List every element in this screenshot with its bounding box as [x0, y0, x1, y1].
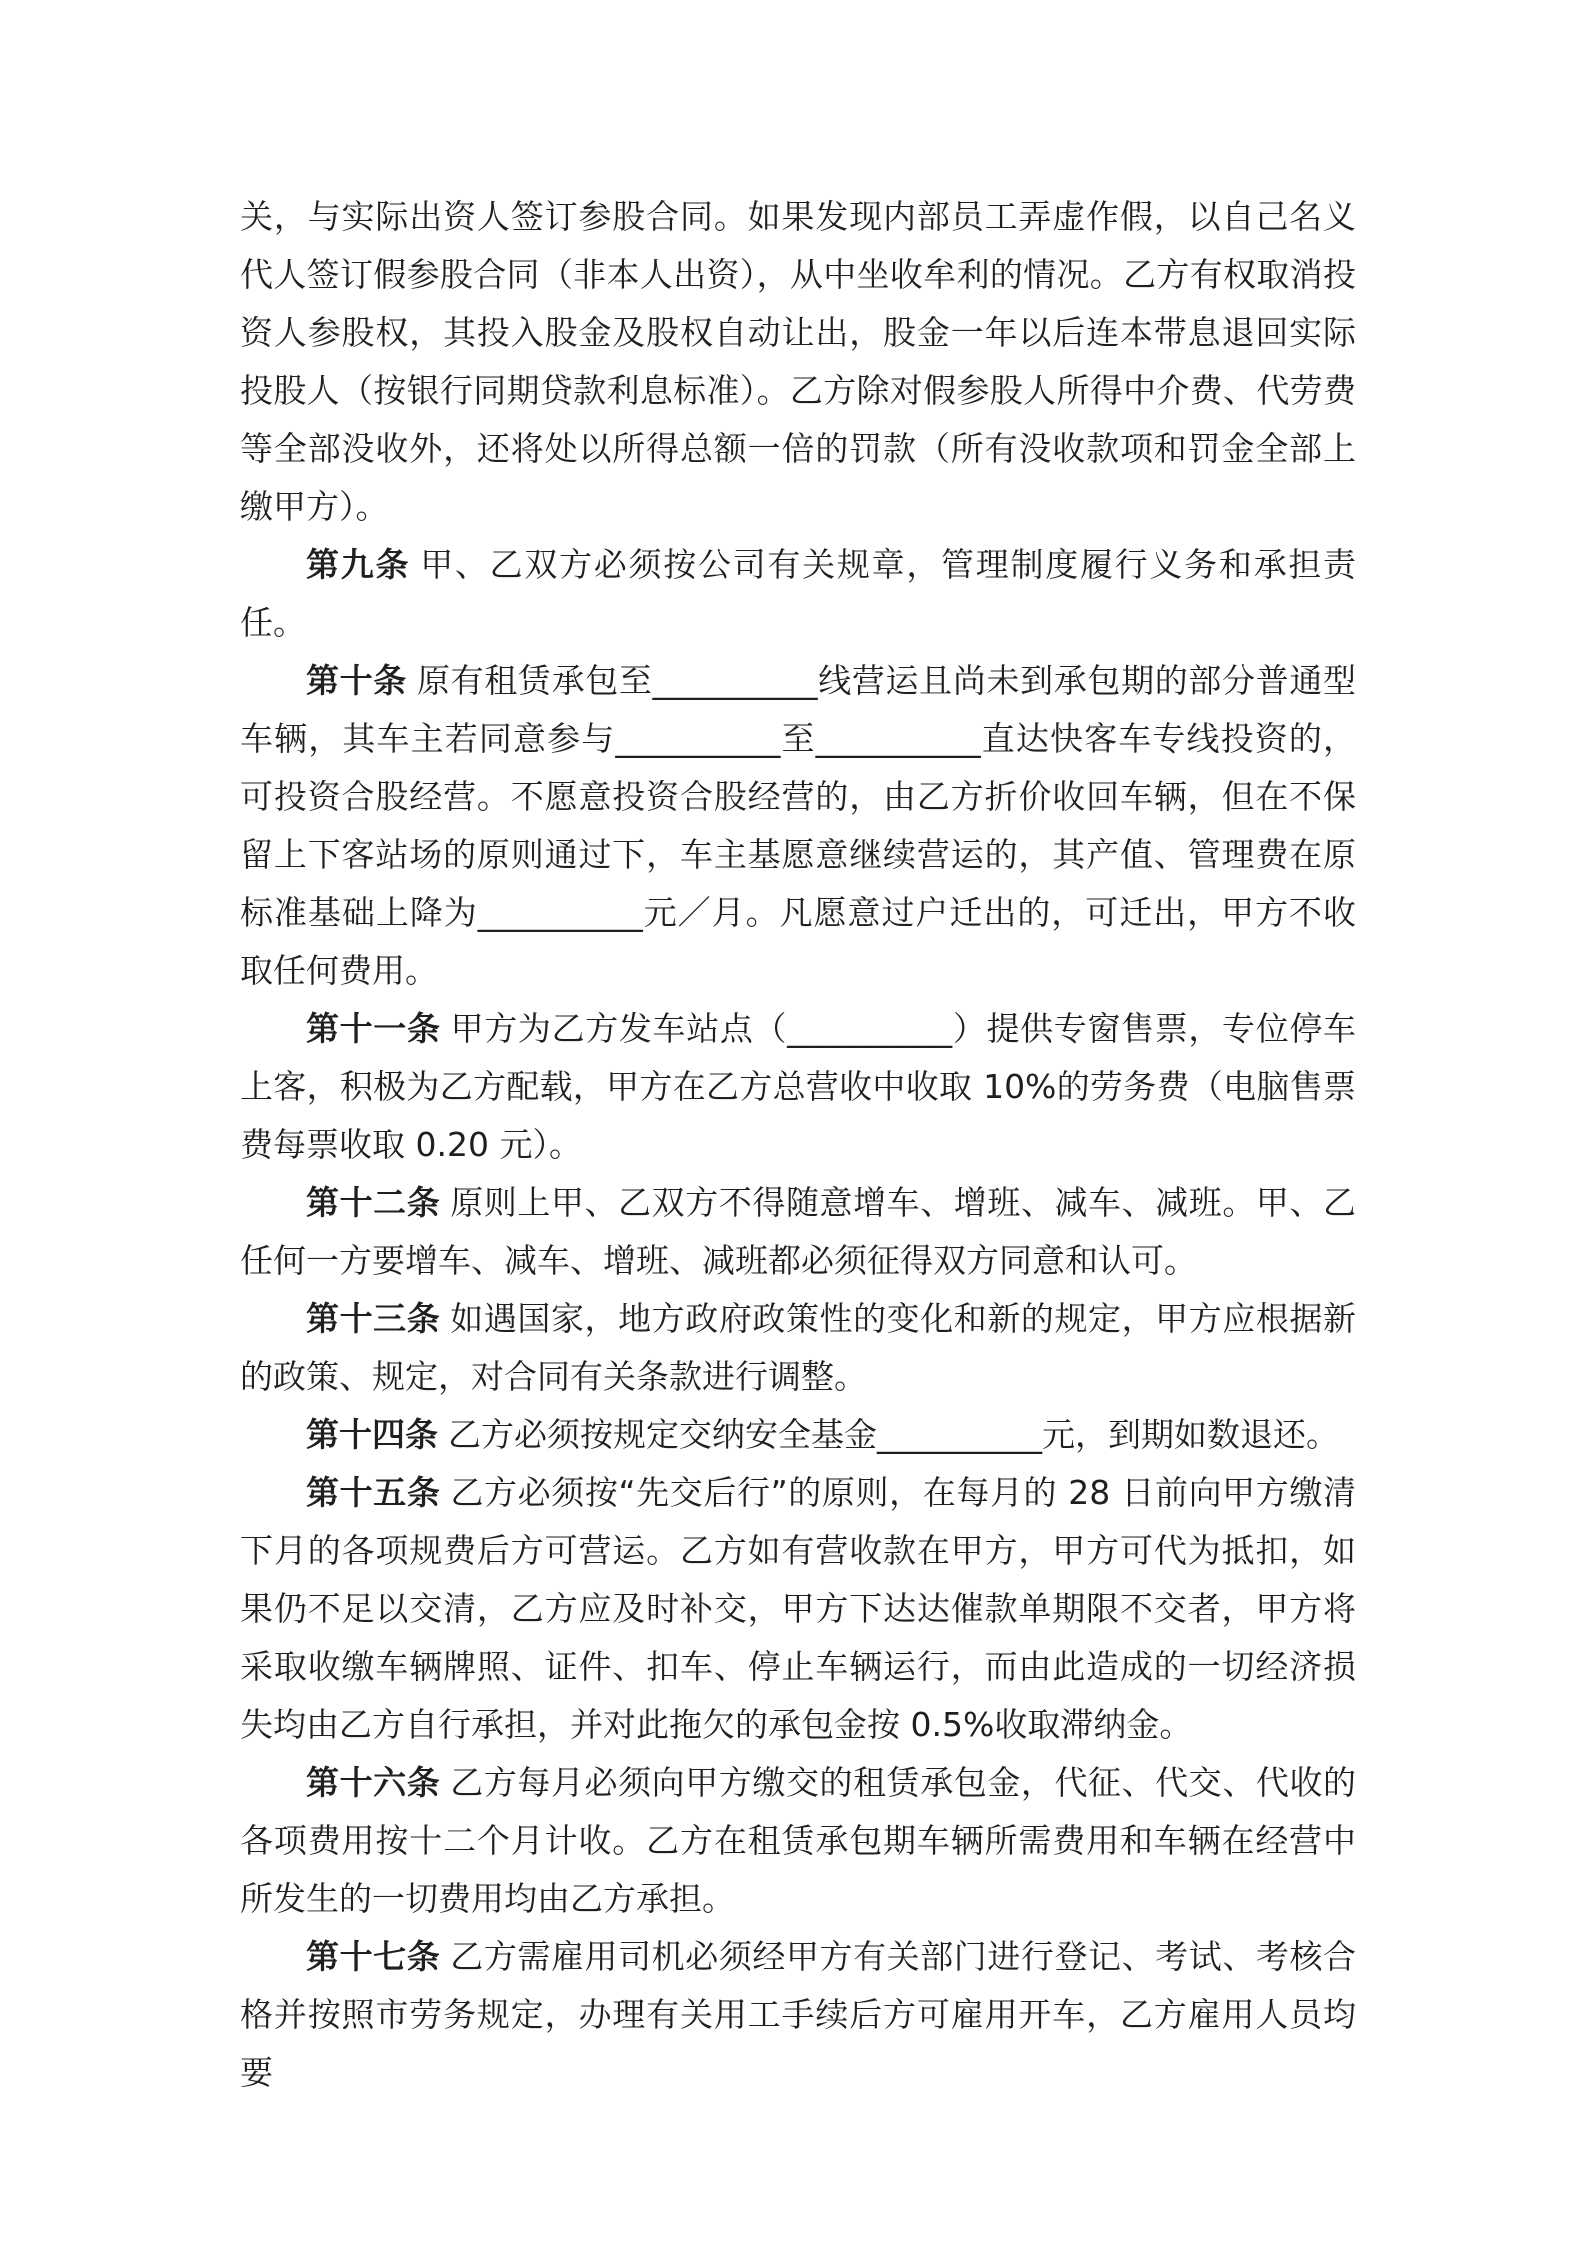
article-number: 第十四条 — [306, 1415, 438, 1454]
paragraph-continuation — [240, 188, 1356, 536]
article-text: 乙方必须按“先交后行”的原则，在每月的 28 日前向甲方缴清下月的各项规费后方可营运。乙方如有营收款在甲方，甲方可代为抵扣，如果仍不足以交清，乙方应及时补交，甲方下达达催款单期限不交者，甲方将采取收缴车辆牌照、证件、扣车、停止车辆运行，而由此造成的一切经济损失均由乙方自行承担，并对此拖欠的承包金按 0.5%收取滞纳金。 — [240, 1473, 1356, 1744]
article-number: 第九条 — [306, 545, 411, 584]
article-number: 第十三条 — [306, 1299, 441, 1338]
article-text: 甲方为乙方发车站点（__________）提供专窗售票，专位停车上客，积极为乙方配载，甲方在乙方总营收中收取 10%的劳务费（电脑售票费每票收取 0.20 元）。 — [240, 1009, 1357, 1164]
article-9 — [240, 536, 1356, 652]
article-11 — [240, 1000, 1356, 1174]
article-13 — [240, 1290, 1356, 1406]
article-text: 乙方每月必须向甲方缴交的租赁承包金，代征、代交、代收的各项费用按十二个月计收。乙方在租赁承包期车辆所需费用和车辆在经营中所发生的一切费用均由乙方承担。 — [240, 1763, 1357, 1918]
article-14 — [240, 1406, 1356, 1464]
article-10 — [240, 652, 1356, 1000]
article-text: 原有租赁承包至__________线营运且尚未到承包期的部分普通型车辆，其车主若同意参与__________至__________直达快客车专线投资的，可投资合股经营。不愿意投资合股经营的，由乙方折价收回车辆，但在不保留上下客站场的原则通过下，车主基愿意继续营运的，其产值、管理费在原标准基础上降为__________元／月。凡愿意过户迁出的，可迁出，甲方不收取任何费用。 — [240, 661, 1357, 990]
article-text: 如遇国家，地方政府政策性的变化和新的规定，甲方应根据新的政策、规定，对合同有关条款进行调整。 — [240, 1299, 1357, 1396]
article-number: 第十一条 — [306, 1009, 441, 1048]
article-16 — [240, 1754, 1356, 1928]
article-text: 乙方需雇用司机必须经甲方有关部门进行登记、考试、考核合格并按照市劳务规定，办理有关用工手续后方可雇用开车，乙方雇用人员均要 — [240, 1937, 1357, 2092]
article-text: 甲、乙双方必须按公司有关规章，管理制度履行义务和承担责任。 — [240, 545, 1357, 642]
article-17 — [240, 1928, 1356, 2102]
article-15 — [240, 1464, 1356, 1754]
article-12 — [240, 1174, 1356, 1290]
article-number: 第十条 — [306, 661, 407, 700]
article-text: 乙方必须按规定交纳安全基金__________元，到期如数退还。 — [448, 1415, 1339, 1454]
article-number: 第十五条 — [306, 1473, 441, 1512]
article-text: 原则上甲、乙双方不得随意增车、增班、减车、减班。甲、乙任何一方要增车、减车、增班、减班都必须征得双方同意和认可。 — [240, 1183, 1357, 1280]
paragraph-text: 关，与实际出资人签订参股合同。如果发现内部员工弄虚作假，以自己名义代人签订假参股合同（非本人出资），从中坐收牟利的情况。乙方有权取消投资人参股权，其投入股金及股权自动让出，股金一年以后连本带息退回实际投股人（按银行同期贷款利息标准）。乙方除对假参股人所得中介费、代劳费等全部没收外，还将处以所得总额一倍的罚款（所有没收款项和罚金全部上缴甲方）。 — [240, 197, 1356, 526]
article-number: 第十六条 — [306, 1763, 441, 1802]
article-number: 第十七条 — [306, 1937, 441, 1976]
article-number: 第十二条 — [306, 1183, 441, 1222]
